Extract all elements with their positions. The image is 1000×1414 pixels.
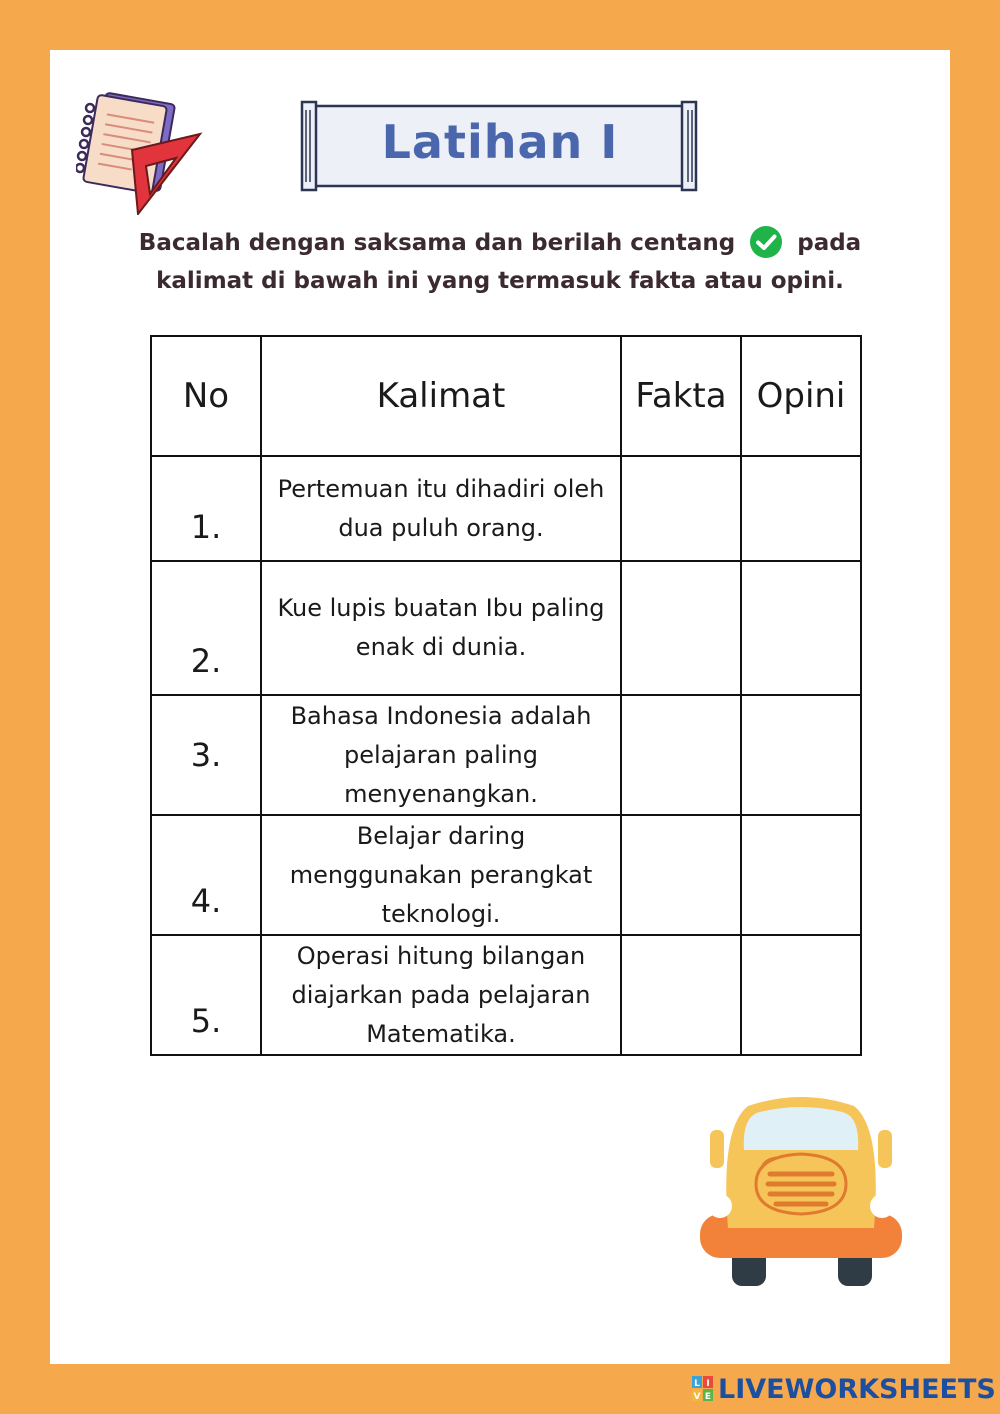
opini-answer-cell[interactable] [741,456,861,561]
table-row [151,561,861,695]
check-icon [749,225,783,259]
row-sentence: Bahasa Indonesia adalah pelajaran paling menyenangkan. [261,695,621,815]
row-sentence: Pertemuan itu dihadiri oleh dua puluh orang. [261,456,621,561]
table-header-row [151,336,861,456]
row-number: 2. [151,561,261,695]
table-row [151,456,861,561]
svg-text:V: V [693,1392,701,1402]
opini-answer-cell[interactable] [741,561,861,695]
table-row [151,815,861,935]
svg-text:I: I [706,1379,710,1389]
row-number: 1. [151,456,261,561]
opini-answer-cell[interactable] [741,695,861,815]
instructions-text-start: Bacalah dengan saksama dan berilah centang [138,230,736,256]
worksheet-page [50,50,950,1364]
header-no: No [151,336,261,456]
opini-answer-cell[interactable] [741,815,861,935]
row-sentence: Belajar daring menggunakan perangkat teknologi. [261,815,621,935]
fakta-answer-cell[interactable] [621,815,741,935]
fakta-answer-cell[interactable] [621,561,741,695]
row-number: 5. [151,935,261,1055]
liveworksheets-watermark [692,1372,996,1406]
header-fakta: Fakta [621,336,741,456]
fakta-answer-cell[interactable] [621,935,741,1055]
svg-text:E: E [704,1392,712,1402]
row-number: 4. [151,815,261,935]
liveworksheets-logo-icon [692,1376,714,1402]
opini-answer-cell[interactable] [741,935,861,1055]
page-title: Latihan I [381,115,619,169]
instructions-text-end: pada kalimat di bawah ini yang termasuk fakta atau opini. [156,230,862,294]
school-bus-icon [698,1088,904,1288]
fakta-answer-cell[interactable] [621,456,741,561]
instructions [90,224,910,300]
table-row [151,695,861,815]
table-row [151,935,861,1055]
header-opini: Opini [741,336,861,456]
header-kalimat: Kalimat [261,336,621,456]
row-number: 3. [151,695,261,815]
svg-text:L: L [694,1379,700,1389]
notebook-ruler-icon [76,90,206,215]
fakta-answer-cell[interactable] [621,695,741,815]
row-sentence: Kue lupis buatan Ibu paling enak di dunia. [261,561,621,695]
row-sentence: Operasi hitung bilangan diajarkan pada pelajaran Matematika. [261,935,621,1055]
fact-opinion-table [150,335,862,1056]
watermark-text: LIVEWORKSHEETS [718,1373,996,1405]
